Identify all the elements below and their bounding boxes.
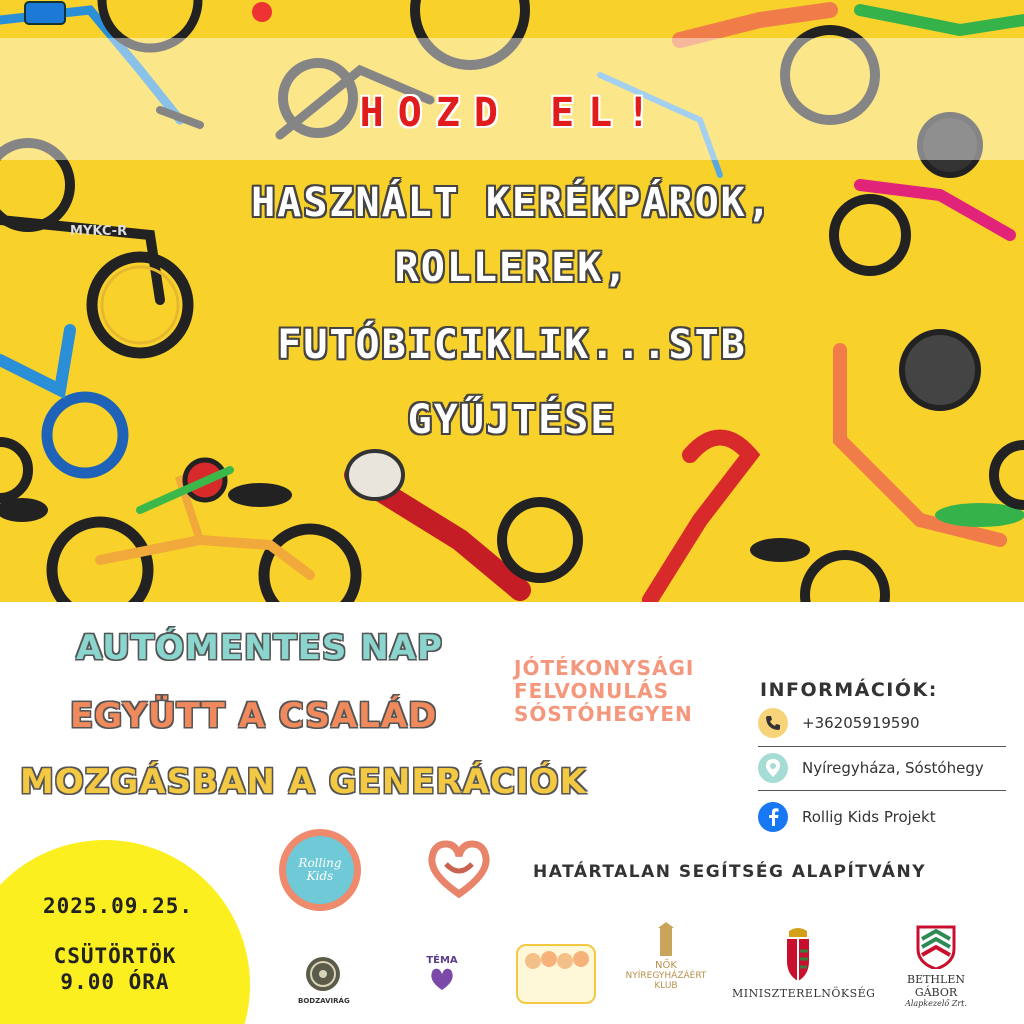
bodzavirag-logo-icon bbox=[304, 955, 342, 993]
hero-tagline: HOZD EL! bbox=[359, 90, 665, 136]
sponsor-bodzavirag bbox=[298, 955, 348, 1005]
sponsor-name: BODZAVIRÁG bbox=[298, 997, 350, 1005]
slogan-car-free-day: AUTÓMENTES NAP bbox=[76, 628, 443, 668]
foundation-name: HATÁRTALAN SEGÍTSÉG ALAPÍTVÁNY bbox=[533, 862, 927, 882]
location-text: Nyíregyháza, Sóstóhegy bbox=[802, 759, 984, 777]
charity-line: SÓSTÓHEGYEN bbox=[514, 702, 693, 726]
charity-line: FELVONULÁS bbox=[514, 679, 670, 703]
sponsor-tema bbox=[412, 955, 472, 996]
children-faces-icon bbox=[521, 946, 591, 976]
event-day: CSÜTÖRTÖK bbox=[53, 944, 177, 968]
sponsor-bethlen-gabor bbox=[888, 925, 984, 1008]
charity-parade-text bbox=[514, 657, 734, 726]
location-pin-icon bbox=[758, 753, 788, 783]
headline-line-3: FUTÓBICIKLIK...STB bbox=[277, 322, 747, 368]
event-date: 2025.09.25. bbox=[42, 894, 194, 918]
sponsor-name: Alapkezelő Zrt. bbox=[905, 999, 967, 1008]
facebook-icon bbox=[758, 802, 788, 832]
hungarian-coat-of-arms-icon bbox=[783, 925, 813, 983]
sponsor-name: BETHLEN GÁBOR bbox=[906, 973, 965, 999]
sponsor-family-association bbox=[516, 944, 596, 1004]
bike-frame-label: MYKC-R bbox=[70, 224, 128, 239]
phone-number: +36205919590 bbox=[802, 714, 920, 732]
divider bbox=[758, 746, 1006, 747]
heart-logo-icon bbox=[426, 840, 492, 898]
info-title: INFORMÁCIÓK: bbox=[760, 679, 938, 701]
tema-logo-icon bbox=[427, 966, 457, 992]
phone-row[interactable] bbox=[758, 706, 1006, 740]
event-time: 9.00 ÓRA bbox=[60, 970, 170, 994]
location-row[interactable] bbox=[758, 751, 1006, 785]
facebook-page: Rollig Kids Projekt bbox=[802, 808, 936, 826]
sponsor-name: KLUB bbox=[654, 981, 678, 991]
divider bbox=[758, 790, 1006, 791]
sponsor-name: NŐK bbox=[655, 960, 677, 971]
phone-icon bbox=[758, 708, 788, 738]
sponsor-name: MINISZTERELNÖKSÉG bbox=[732, 987, 876, 1000]
headline-line-2: ROLLEREK, bbox=[394, 245, 630, 291]
slogan-family-together: EGYÜTT A CSALÁD bbox=[70, 696, 438, 736]
sponsor-name: TÉMA bbox=[426, 955, 458, 966]
rolling-kids-logo bbox=[279, 829, 361, 911]
slogan-generations: MOZGÁSBAN A GENERÁCIÓK bbox=[20, 762, 587, 802]
sponsor-ministry bbox=[732, 925, 876, 1000]
facebook-row[interactable] bbox=[758, 800, 1006, 834]
headline-line-1: HASZNÁLT KERÉKPÁROK, bbox=[251, 180, 773, 226]
sponsor-nok-klub bbox=[624, 922, 708, 991]
sponsor-name: NYÍREGYHÁZÁÉRT bbox=[625, 971, 707, 981]
rolling-kids-logo-text: Rolling Kids bbox=[286, 836, 354, 904]
headline-line-4: GYŰJTÉSE bbox=[407, 397, 617, 443]
tower-logo-icon bbox=[646, 922, 686, 956]
bethlen-shield-icon bbox=[916, 925, 956, 969]
charity-line: JÓTÉKONYSÁGI bbox=[514, 656, 695, 680]
